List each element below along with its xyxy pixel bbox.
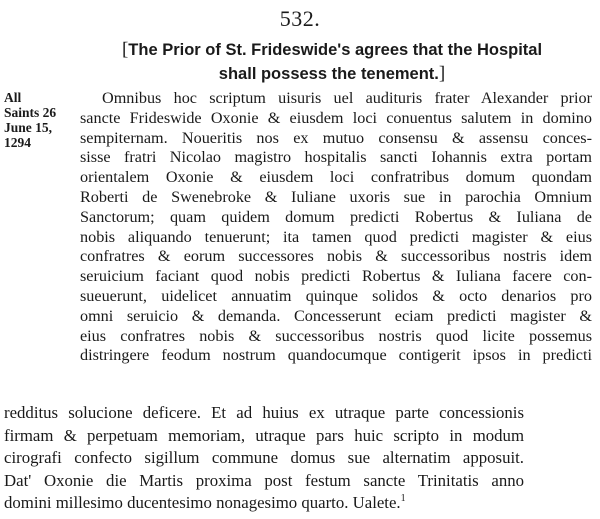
- body-line: omni seruicio & demanda. Concesserunt eciam predicti magister &: [80, 306, 592, 325]
- margin-note-line: Saints 26: [4, 105, 57, 120]
- body-line: sueuerunt, uidelicet annuatim quinque solidos & octo denarios pro: [80, 286, 592, 305]
- body-line: distringere feodum nostrum quandocumque contigerit ipsos in predicti: [80, 346, 592, 365]
- margin-note-line: June 15,: [4, 120, 53, 135]
- body-line: sancte Frideswide Oxonie & eiusdem loci conuentus salutem in domino: [80, 108, 592, 127]
- heading-line-2: [82, 62, 582, 86]
- heading-open-bracket: [: [121, 39, 129, 60]
- body-line: sisse fratri Nicolao magistro hospitalis sancti Iohannis extra portam: [80, 148, 592, 167]
- document-number: 532.: [279, 6, 321, 31]
- body-line: firmam & perpetuam memoriam, utraque pars huic scripto in modum: [4, 425, 524, 445]
- margin-date-note: [4, 90, 74, 150]
- margin-note-line: 1294: [4, 135, 31, 150]
- body-line: cirografi confecto sigillum commune domus sue alternatim apposuit.: [4, 448, 524, 467]
- charter-conclusion: [4, 402, 524, 515]
- body-line: nobis aliquando tenuerunt; ita tamen quod predicti magister & eius: [80, 227, 592, 246]
- margin-note-line: All: [4, 90, 22, 105]
- heading-text-2: shall possess the tenement.: [218, 65, 439, 83]
- footnote-marker[interactable]: 1: [400, 493, 406, 504]
- heading-text-1: The Prior of St. Frideswide's agrees that the Hospital: [128, 41, 543, 59]
- body-line: redditus solucione deficere. Et ad huius ex utraque parte concessionis: [4, 403, 524, 422]
- body-line: seruicium faciant quod nobis predicti Robertus & Iuliana facere con-: [80, 267, 592, 286]
- document-heading: [82, 38, 582, 86]
- body-line: sempiternam. Noueritis nos ex mutuo consensu & assensu conces-: [80, 128, 592, 147]
- final-line: [4, 492, 524, 515]
- body-line: orientalem Oxonie & eiusdem loci confratribus domum quondam: [80, 168, 592, 187]
- body-line: Sanctorum; quam quidem domum predicti Robertus & Iuliana de: [80, 207, 592, 226]
- body-line: Roberti de Swenebroke & Iuliane uxoris sue in parochia Omnium: [80, 187, 592, 206]
- charter-body: [80, 89, 592, 366]
- heading-line-1: [82, 38, 582, 62]
- body-line: eius confratres nobis & successoribus nostris quod licite possemus: [80, 326, 592, 345]
- body-line: Omnibus hoc scriptum uisuris uel audituris frater Alexander prior: [102, 89, 592, 107]
- body-line: confratres & eorum successores nobis & successoribus nostris idem: [80, 247, 592, 266]
- body-line: Dat' Oxonie die Martis proxima post festum sancte Trinitatis anno: [4, 470, 524, 490]
- heading-close-bracket: ]: [438, 63, 446, 84]
- final-line-text: domini millesimo ducentesimo nonagesimo quarto. Ualete.: [4, 493, 401, 512]
